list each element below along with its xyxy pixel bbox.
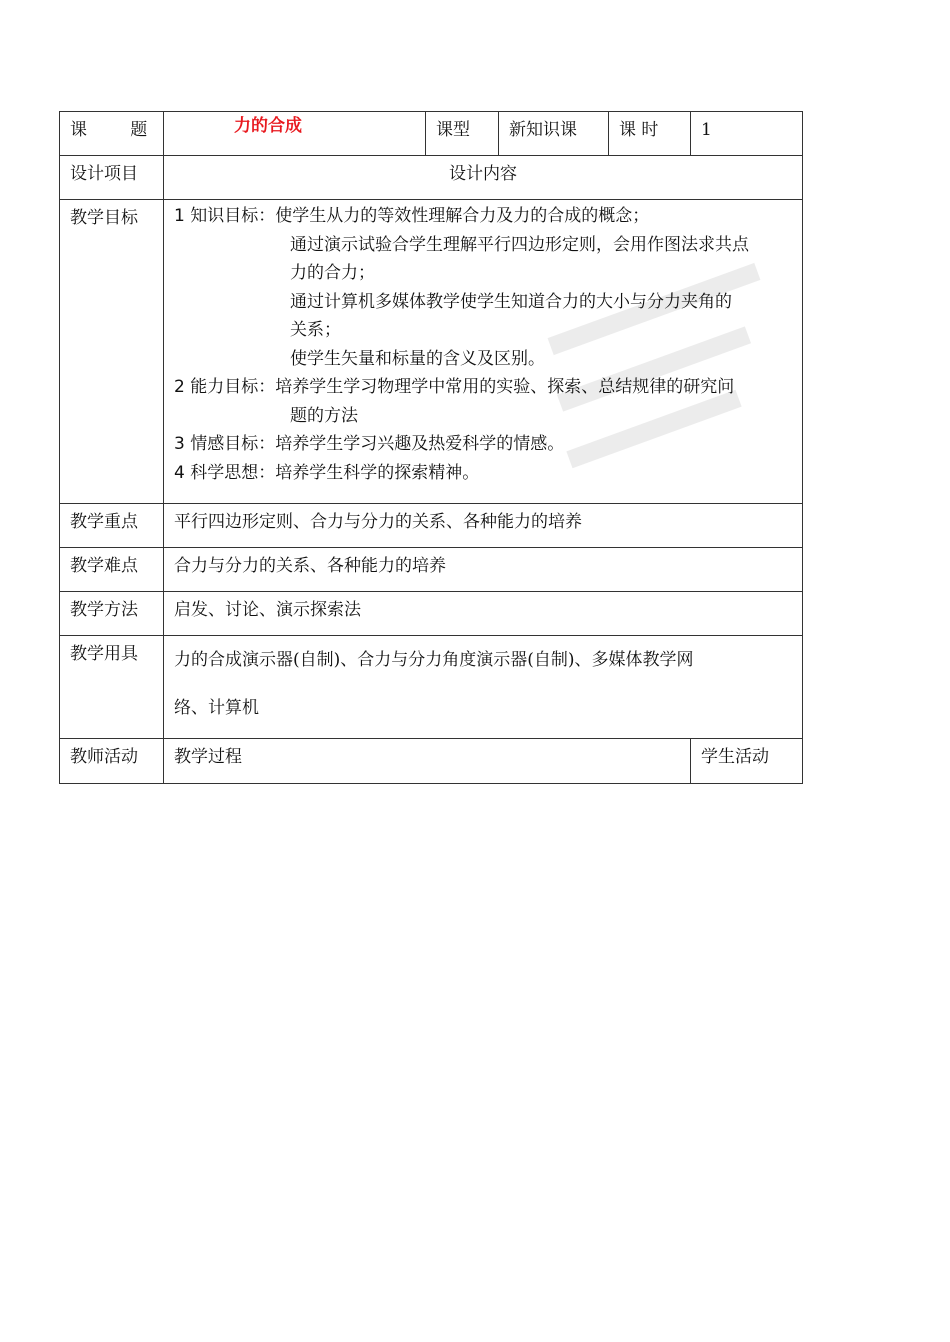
tools-row [60, 636, 803, 739]
design-row [60, 156, 803, 200]
process-row [60, 739, 803, 784]
topic-label: 课 题 [60, 112, 164, 156]
goal-line-8: 题的方法 [290, 405, 358, 426]
type-value: 新知识课 [499, 112, 609, 156]
difficulties-row [60, 548, 803, 592]
hours-value: 1 [691, 112, 803, 156]
lesson-plan-table [59, 111, 803, 784]
topic-title: 力的合成 [164, 112, 426, 156]
methods-label: 教学方法 [60, 592, 164, 636]
goal-line-4: 通过计算机多媒体教学使学生知道合力的大小与分力夹角的 [290, 291, 732, 312]
hours-label: 课 时 [609, 112, 691, 156]
methods-row [60, 592, 803, 636]
type-label: 课型 [426, 112, 499, 156]
tools-line-1: 力的合成演示器(自制)、合力与分力角度演示器(自制)、多媒体教学网 [174, 650, 694, 670]
header-row [60, 112, 803, 156]
methods-value: 启发、讨论、演示探索法 [164, 592, 803, 636]
goals-content [164, 200, 803, 504]
goal-line-9: 3 情感目标：培养学生学习兴趣及热爱科学的情感。 [174, 434, 565, 454]
key-points-row [60, 504, 803, 548]
goal-line-6: 使学生矢量和标量的含义及区别。 [290, 348, 545, 369]
goals-row [60, 200, 803, 504]
design-item-label: 设计项目 [60, 156, 164, 200]
difficulties-label: 教学难点 [60, 548, 164, 592]
teacher-activity-label: 教师活动 [60, 739, 164, 784]
tools-line-2: 络、计算机 [174, 698, 259, 718]
student-activity-label: 学生活动 [691, 739, 803, 784]
goals-label: 教学目标 [60, 200, 164, 504]
tools-label: 教学用具 [60, 636, 164, 739]
key-points-label: 教学重点 [60, 504, 164, 548]
goal-line-1: 1 知识目标：使学生从力的等效性理解合力及力的合成的概念； [174, 206, 650, 226]
tools-value [164, 636, 803, 739]
goal-line-7: 2 能力目标：培养学生学习物理学中常用的实验、探索、总结规律的研究问 [174, 377, 735, 397]
design-content-label: 设计内容 [164, 156, 803, 200]
teaching-process-label: 教学过程 [164, 739, 691, 784]
difficulties-value: 合力与分力的关系、各种能力的培养 [164, 548, 803, 592]
key-points-value: 平行四边形定则、合力与分力的关系、各种能力的培养 [164, 504, 803, 548]
goal-line-3: 力的合力； [290, 263, 375, 283]
goal-line-5: 关系； [290, 320, 341, 340]
goal-line-2: 通过演示试验合学生理解平行四边形定则，会用作图法求共点 [290, 234, 749, 255]
goal-line-10: 4 科学思想：培养学生科学的探索精神。 [174, 462, 480, 483]
